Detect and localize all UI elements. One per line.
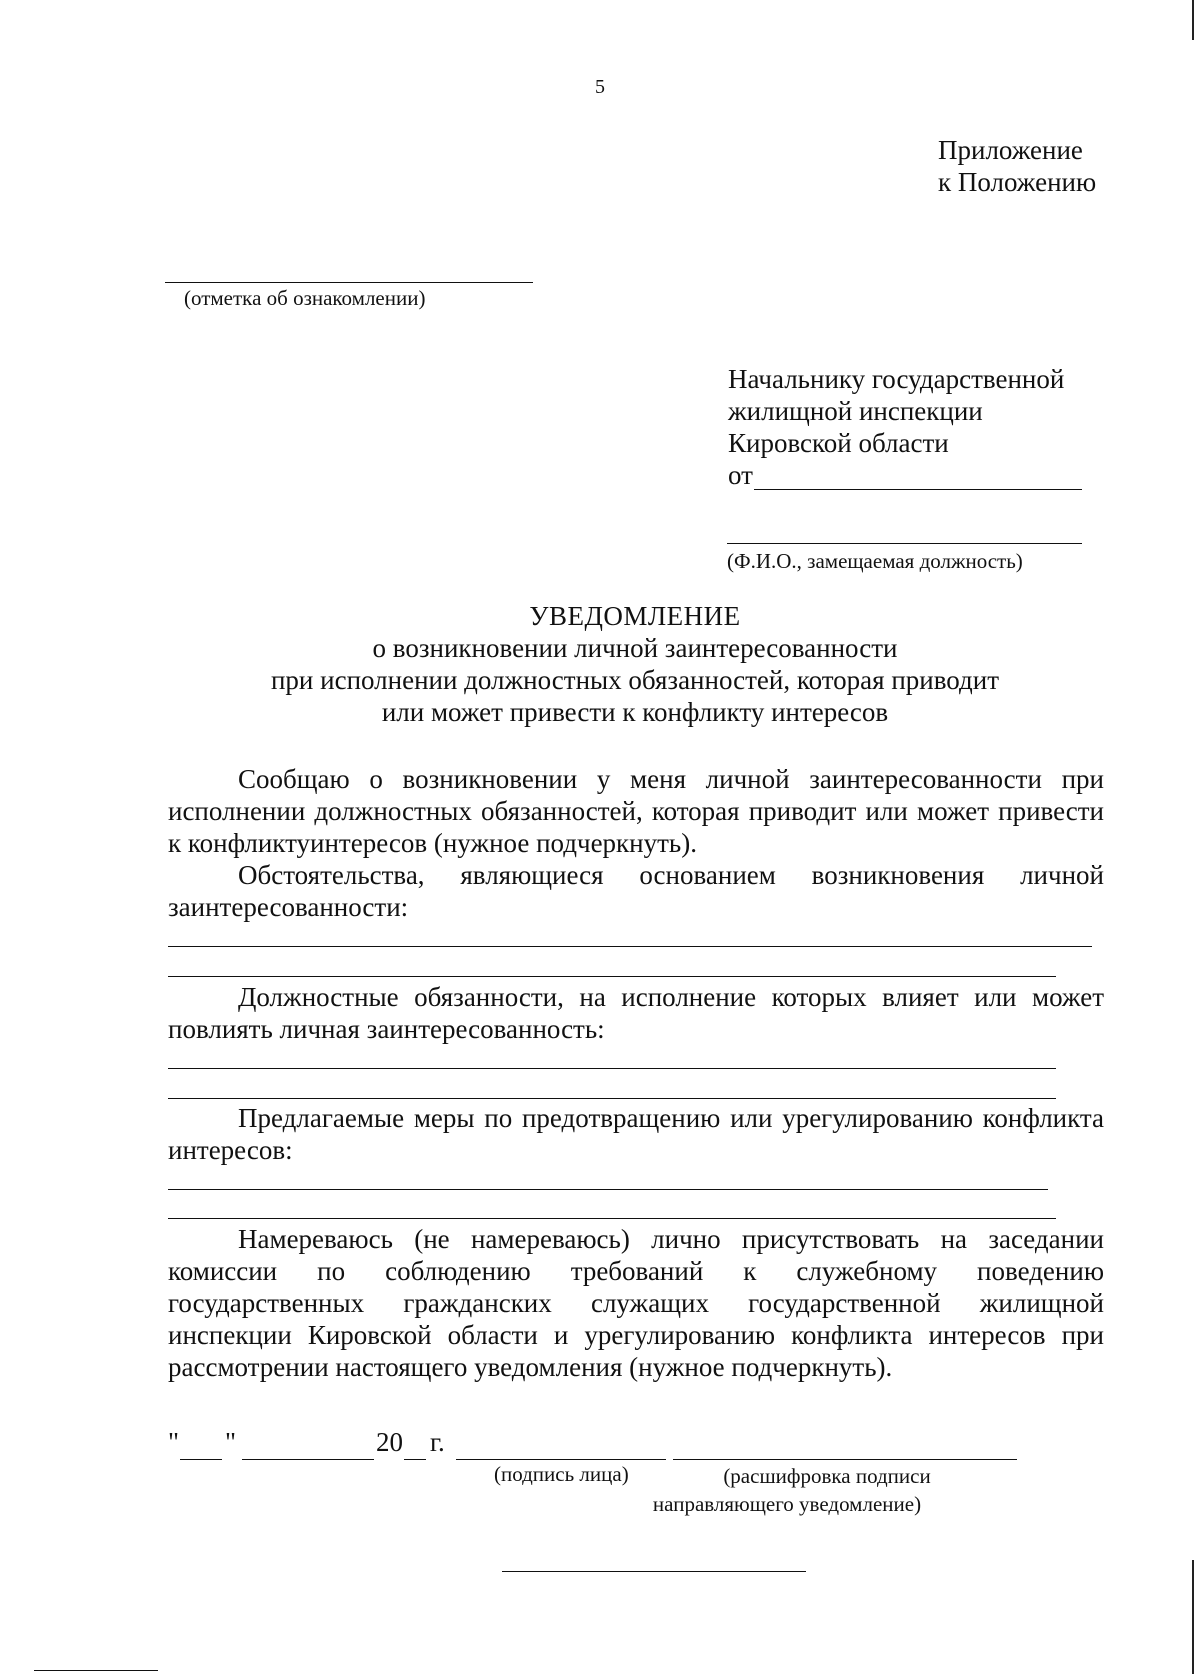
decode-caption-line-1: (расшифровка подписи	[723, 1464, 931, 1488]
fio-caption: (Ф.И.О., замещаемая должность)	[727, 549, 1023, 573]
day-field-line	[180, 1459, 222, 1460]
duties-line-2	[168, 1098, 1056, 1099]
fio-field-line	[727, 543, 1082, 544]
circumstances-line-2	[168, 976, 1056, 977]
decode-caption	[600, 1462, 974, 1518]
registration-line	[502, 1571, 806, 1572]
paragraph-measures	[168, 1102, 1104, 1166]
circumstances-line-1	[168, 946, 1092, 947]
year-prefix: 20	[376, 1427, 403, 1457]
scan-edge-top-right	[1192, 0, 1194, 40]
signature-field-line	[456, 1459, 666, 1460]
measures-line-1	[168, 1189, 1048, 1190]
scan-edge-bottom-left	[34, 1670, 158, 1671]
month-field-line	[242, 1459, 374, 1460]
paragraph-measures-text: Предлагаемые меры по предотвращению или урегулированию конфликта интересов:	[168, 1103, 1104, 1165]
paragraph-circumstances	[168, 859, 1104, 923]
title-line-1: о возникновении личной заинтересованности	[372, 633, 898, 663]
acknowledgement-line	[165, 282, 533, 283]
addressee-block	[728, 363, 1064, 491]
appendix-line-2: к Положению	[938, 167, 1097, 197]
paragraph-report	[168, 763, 1104, 859]
title-line-3: или может привести к конфликту интересов	[381, 697, 889, 727]
paragraph-intention-text: Намереваюсь (не намереваюсь) лично присутствовать на заседании комиссии по соблюдению требований к служебному поведению государственных гражданских служащих государственной жилищной инспекции Кировской области и урегулированию конфликта интересов при рассмотрении настоящего уведомления (нужное подчеркнуть).	[168, 1224, 1104, 1382]
addressee-from	[728, 459, 1064, 491]
paragraph-circumstances-text: Обстоятельства, являющиеся основанием возникновения личной заинтересованности:	[168, 860, 1104, 922]
date-quote-close: "	[225, 1427, 237, 1457]
date-quote-open: "	[168, 1427, 180, 1457]
year-suffix: г.	[430, 1427, 445, 1457]
paragraph-duties	[168, 981, 1104, 1045]
measures-line-2	[168, 1218, 1056, 1219]
appendix-line-1: Приложение	[938, 135, 1083, 165]
title-line-2: при исполнении должностных обязанностей, которая приводит	[270, 665, 999, 695]
decode-field-line	[673, 1459, 1017, 1460]
paragraph-duties-text: Должностные обязанности, на исполнение которых влияет или может повлиять личная заинтересованность:	[168, 982, 1104, 1044]
duties-line-1	[168, 1068, 1056, 1069]
page-number: 5	[595, 76, 605, 98]
paragraph-report-text: Сообщаю о возникновении у меня личной заинтересованности при исполнении должностных обязанностей, которая приводит или может привести к конфликтуинтересов (нужное подчеркнуть).	[168, 764, 1104, 858]
appendix-heading	[938, 134, 1096, 198]
acknowledgement-caption: (отметка об ознакомлении)	[184, 286, 426, 310]
from-field-line	[754, 489, 1082, 490]
addressee-line-1: Начальнику государственной	[728, 364, 1065, 394]
signature-caption: (подпись лица)	[494, 1462, 629, 1486]
title-main: УВЕДОМЛЕНИЕ	[529, 601, 741, 631]
addressee-line-3: Кировской области	[728, 428, 949, 458]
from-label: от	[728, 460, 753, 490]
date-signature-row	[168, 1427, 1048, 1461]
year-field-line	[404, 1459, 426, 1460]
paragraph-intention	[168, 1223, 1104, 1383]
document-title	[0, 600, 1200, 728]
addressee-line-2: жилищной инспекции	[728, 396, 983, 426]
decode-caption-line-2: направляющего уведомление)	[652, 1492, 922, 1516]
scan-edge-bottom-right	[1192, 1560, 1194, 1674]
